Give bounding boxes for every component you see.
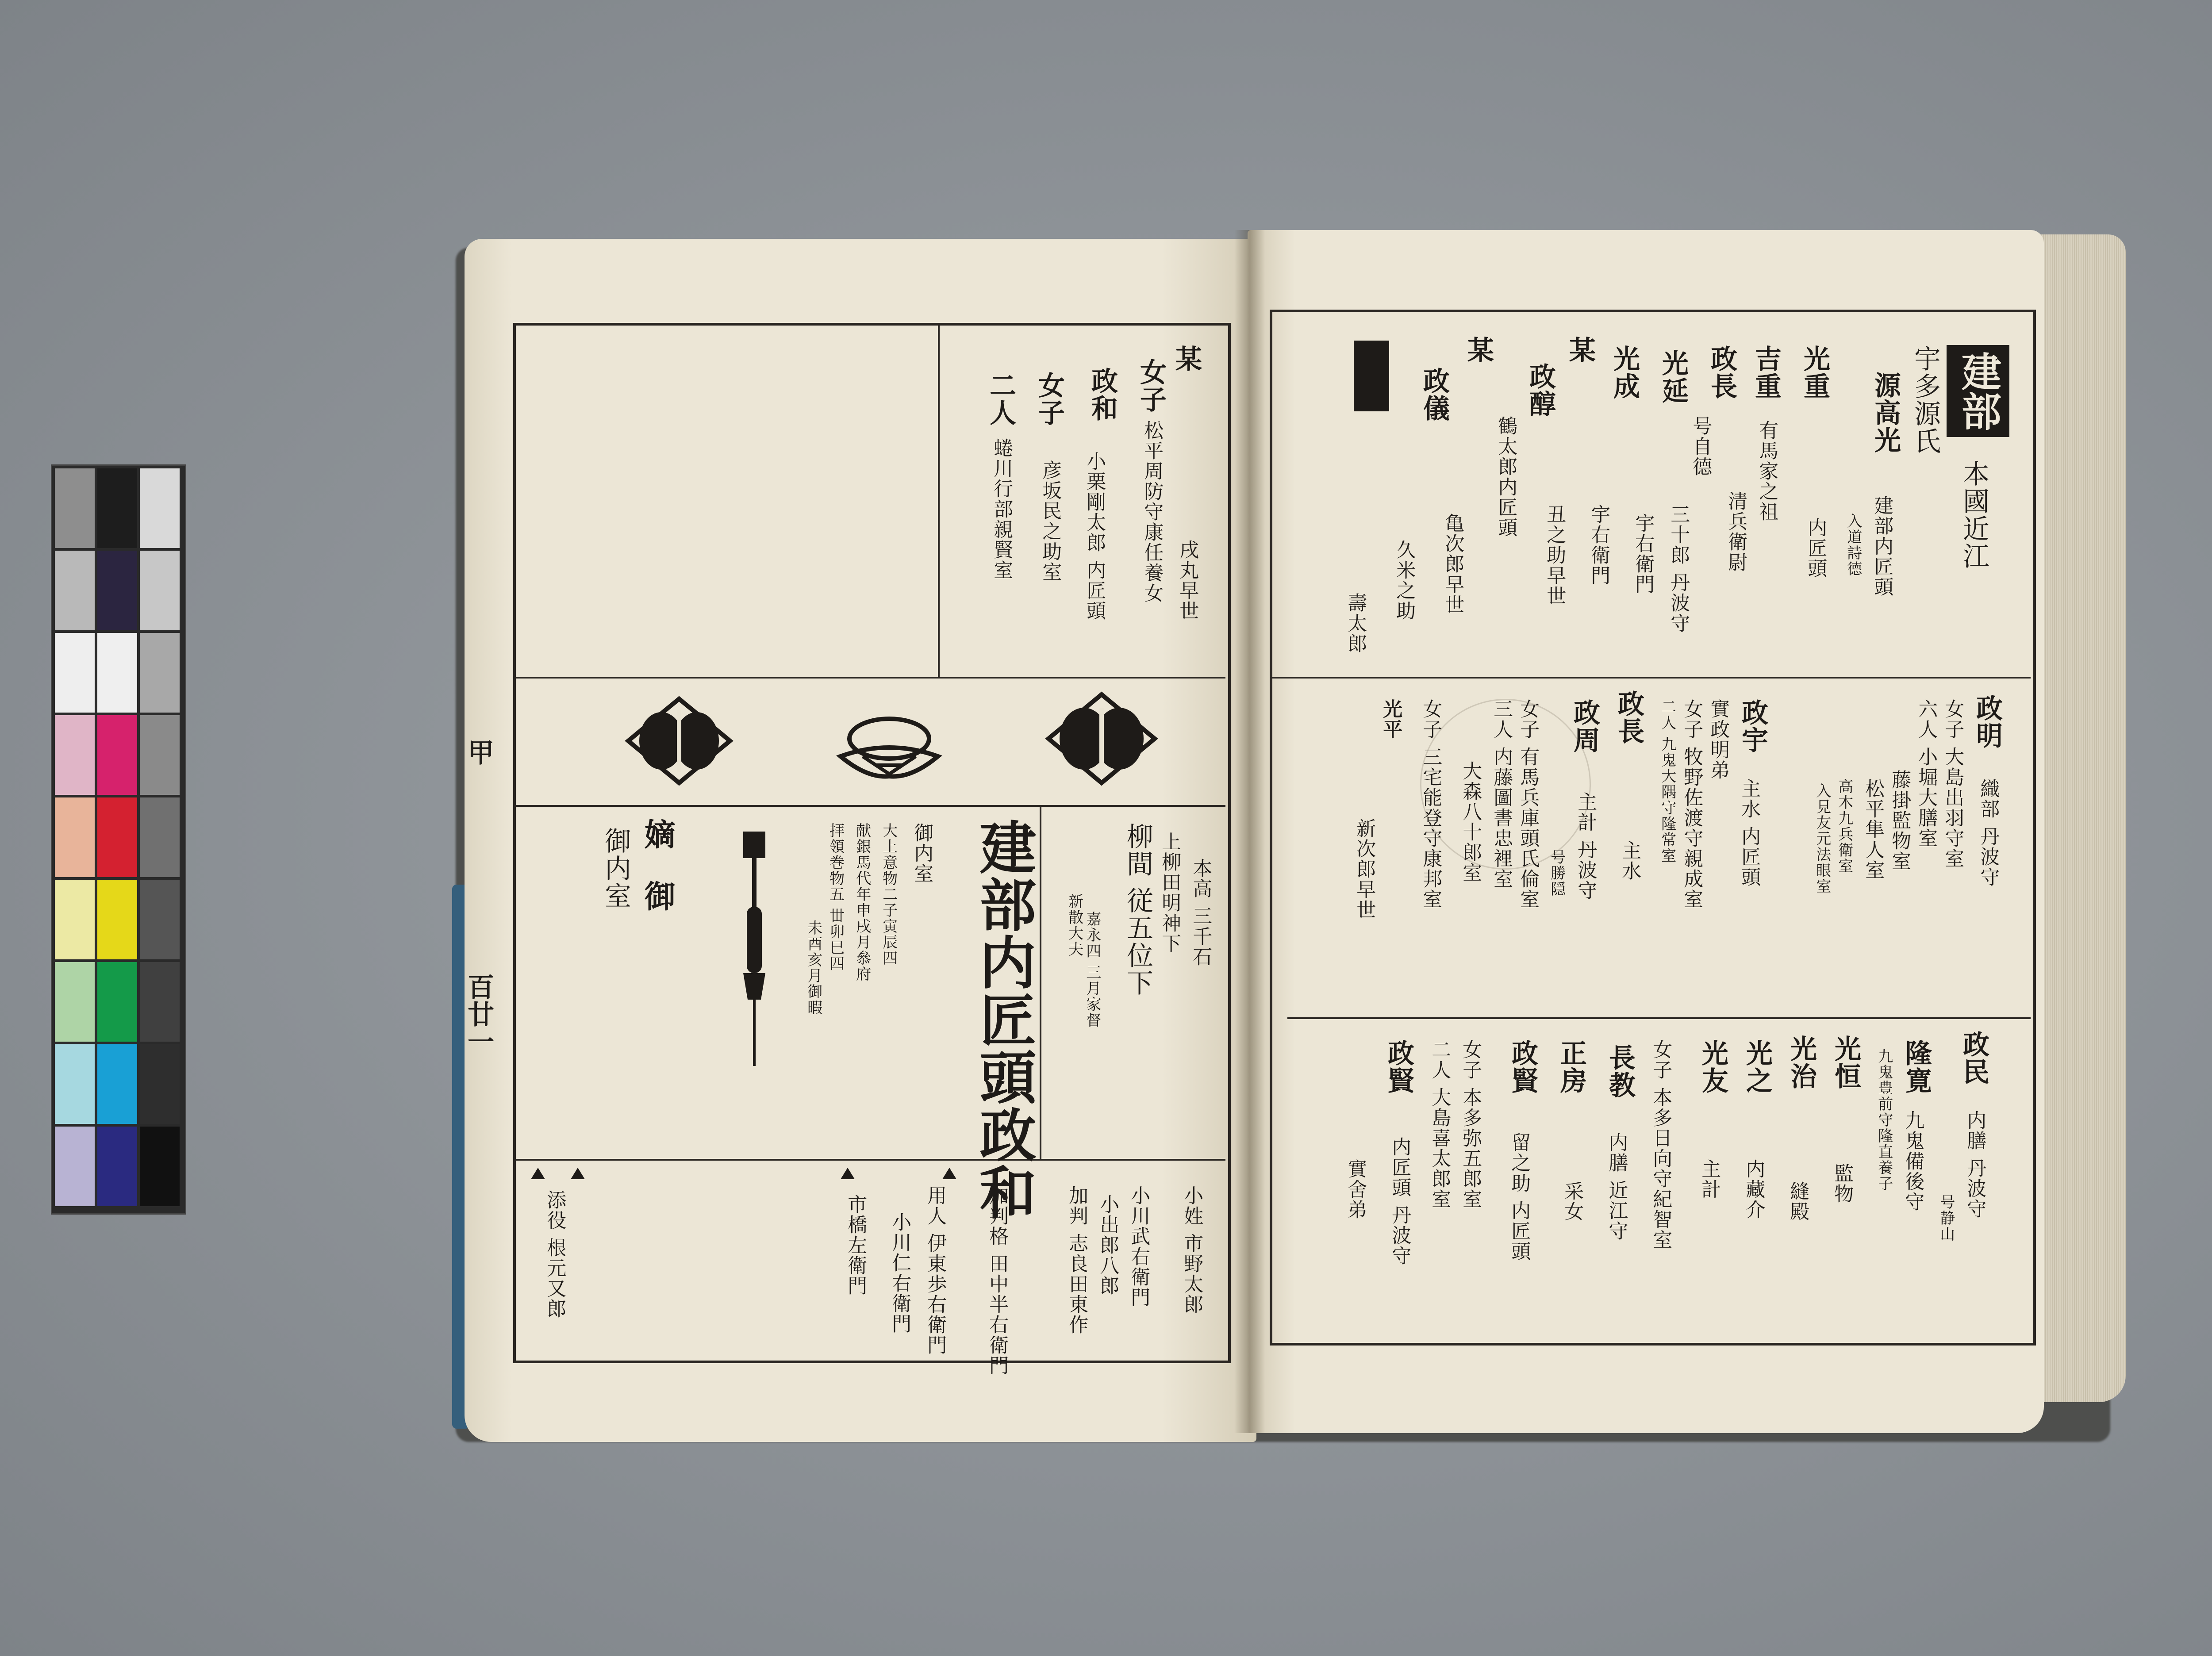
retainer-7: 小出郎八郎	[1096, 1194, 1119, 1296]
color-patch	[97, 1127, 137, 1206]
color-patch	[55, 962, 95, 1042]
gen-title-5: 宇右衛門	[1587, 504, 1610, 586]
bot-name-4: 光治	[1786, 1035, 1817, 1090]
founder-name: 源高光	[1870, 372, 1901, 454]
mid-entry-14: 号勝隠	[1548, 849, 1566, 897]
color-patch	[97, 1044, 137, 1124]
gen-title-4: 宇右衛門	[1632, 513, 1655, 594]
gen-name-2: 吉重	[1751, 345, 1782, 400]
retainer-6: 小川武右衛門	[1127, 1185, 1150, 1307]
lord-residence: 上柳田明神下	[1158, 832, 1181, 954]
lord-note-4: 拝領巻物五 丗卯巳四	[826, 823, 845, 972]
mid-entry-15: 女子 有馬兵庫頭氏倫室	[1517, 699, 1540, 909]
gen-name-4: 光延	[1658, 349, 1689, 404]
gen-title-9: 久米之助	[1393, 540, 1416, 621]
bot-title-1: 内膳 丹波守	[1963, 1110, 1986, 1219]
color-checker-card	[51, 464, 186, 1215]
kaga-crest-small-icon	[624, 694, 734, 787]
mid-name-13: 政周	[1569, 699, 1600, 754]
color-patch	[140, 962, 180, 1042]
color-patch	[140, 551, 180, 630]
gen-title-10: 壽太郎	[1344, 593, 1367, 654]
color-patch	[140, 633, 180, 713]
heir-room: 御内室	[600, 827, 631, 909]
mid-entry-18: 女子 三宅能登守康邦室	[1419, 699, 1442, 909]
upper-title-5: 蜷川行部親賢室	[990, 438, 1013, 580]
color-patch	[55, 715, 95, 795]
triangle-marker-icon	[531, 1168, 545, 1179]
kasa-crest-icon	[832, 708, 947, 783]
color-patch	[97, 797, 137, 877]
bot-name-9: 正房	[1556, 1039, 1587, 1094]
mid-name-1: 政明	[1972, 694, 2003, 749]
bot-title-4: 縫殿	[1786, 1181, 1809, 1222]
gen-name-3: 政長	[1706, 345, 1737, 400]
mid-title-8: 主水 内匠頭	[1738, 778, 1761, 887]
gen-title-6: 丑之助早世	[1543, 504, 1566, 606]
mid-name-8: 政宇	[1737, 699, 1768, 754]
bot-title-3: 監物	[1831, 1163, 1854, 1204]
mid-name-19: 光平	[1379, 699, 1402, 740]
bot-title-9: 采女	[1561, 1181, 1584, 1222]
gen-title-3: 三十郎 丹波守	[1667, 504, 1690, 633]
bot-title-10: 留之助 内匠頭	[1508, 1132, 1531, 1261]
retainer-8: 小姓 市野太郎	[1180, 1185, 1203, 1315]
mid-entry-16: 三人 内藤圖書忠裡室	[1490, 699, 1513, 889]
color-patch	[55, 468, 95, 548]
color-patch	[140, 1044, 180, 1124]
heir-label: 嫡	[639, 818, 676, 850]
mid-entry-10: 女子 牧野佐渡守親成室	[1680, 699, 1703, 909]
mid-title-19: 新次郎早世	[1353, 818, 1376, 920]
open-book	[456, 230, 2110, 1433]
left-divider-1	[513, 677, 1225, 678]
bot-title-8: 内膳 近江守	[1605, 1132, 1628, 1241]
mid-title-13: 主計 丹波守	[1574, 792, 1597, 901]
color-patch	[97, 551, 137, 630]
retainer-9: 添役 根元又郎	[543, 1190, 566, 1319]
left-main-rule	[1040, 805, 1041, 1159]
mid-name-12: 政長	[1613, 690, 1644, 745]
bot-title-13: 内匠頭 丹波守	[1388, 1137, 1411, 1266]
clan-origin: 宇多源氏	[1910, 345, 1941, 455]
color-patch	[97, 880, 137, 959]
gen-note-2: 有馬家之祖	[1755, 420, 1778, 522]
bot-entry-11: 女子 本多弥五郎室	[1459, 1039, 1482, 1209]
upper-name-1: 某	[1171, 345, 1202, 372]
mid-entry-3: 六人 小堀大膳室	[1915, 699, 1938, 848]
bot-name-2: 隆寛	[1901, 1039, 1932, 1094]
clan-title: 建部	[1947, 345, 2009, 437]
lord-stipend: 本高 三千石	[1189, 858, 1212, 967]
founder-title: 建部内匠頭	[1870, 495, 1893, 597]
gen-name-9: 政儀	[1419, 367, 1450, 422]
color-patch	[55, 551, 95, 630]
bot-note-2: 九鬼豊前守隆直養子	[1875, 1048, 1893, 1192]
color-patch	[140, 797, 180, 877]
color-patch	[97, 962, 137, 1042]
upper-title-1: 戌丸早世	[1176, 540, 1199, 621]
margin-page-number: 百廿一	[463, 973, 494, 1055]
color-patch	[55, 1127, 95, 1206]
lord-court-rank: 新散大夫	[1065, 893, 1083, 957]
color-patch	[55, 797, 95, 877]
color-patch	[97, 633, 137, 713]
upper-name-4: 女子	[1034, 372, 1065, 426]
right-divider-1	[1270, 677, 2031, 678]
bot-name-6: 光友	[1697, 1039, 1728, 1094]
spear-icon	[730, 823, 779, 1070]
retainer-5: 加判 志良田東作	[1065, 1185, 1088, 1335]
upper-title-2: 松平周防守康任養女	[1141, 420, 1164, 603]
triangle-marker-icon	[942, 1168, 956, 1179]
bot-entry-12: 二人 大島喜太郎室	[1428, 1039, 1451, 1209]
bot-name-13: 政賢	[1383, 1039, 1414, 1094]
gen-title-2: 清兵衛尉	[1724, 491, 1747, 572]
color-patch	[97, 468, 137, 548]
color-patch	[140, 1127, 180, 1206]
gen-name-5: 光成	[1609, 345, 1640, 400]
mid-entry-9: 實政明弟	[1707, 699, 1730, 780]
color-patch	[97, 715, 137, 795]
gen-note-3: 号自德	[1689, 416, 1712, 477]
gen-title-7: 鶴太郎内匠頭	[1494, 416, 1517, 538]
triangle-marker-icon	[571, 1168, 585, 1179]
color-patch	[140, 468, 180, 548]
bot-name-5: 光之	[1742, 1039, 1773, 1094]
upper-name-3: 政和	[1087, 367, 1118, 422]
mid-title-1: 織部 丹波守	[1977, 778, 2000, 887]
upper-title-3: 小栗剛太郎 内匠頭	[1083, 451, 1106, 621]
retainer-1: 用人 伊東歩右衛門	[924, 1185, 947, 1355]
lord-rank: 柳間 従五位下	[1122, 823, 1153, 997]
margin-label: 甲	[463, 739, 494, 766]
bot-title-2: 九鬼備後守	[1901, 1110, 1924, 1212]
left-divider-2	[513, 805, 1225, 807]
color-patch	[55, 633, 95, 713]
mid-entry-5: 松平隼人室	[1862, 778, 1885, 880]
color-patch	[55, 1044, 95, 1124]
mid-entry-6: 高木九兵衛室	[1835, 778, 1853, 874]
lord-title: 建部内匠頭政和	[970, 818, 1037, 1221]
retainer-2: 小川仁右衛門	[888, 1212, 911, 1334]
color-patch	[140, 715, 180, 795]
bot-title-6: 主計	[1698, 1159, 1721, 1200]
retainer-3: 市橋左衛門	[844, 1194, 867, 1296]
clan-province: 本國近江	[1959, 460, 1989, 570]
upper-title-4: 彦坂民之助室	[1039, 460, 1062, 582]
gen-name-6: 某	[1565, 336, 1596, 364]
book-gutter	[1234, 230, 1265, 1433]
bot-name-1: 政民	[1959, 1031, 1989, 1085]
mid-entry-17: 大森八十郎室	[1459, 761, 1482, 883]
kaga-crest-icon	[1044, 690, 1159, 787]
right-divider-2	[1287, 1017, 2031, 1019]
retainer-4: 加判格 田中半右衛門	[986, 1185, 1009, 1376]
gen-title-8: 亀次郎早世	[1441, 513, 1464, 615]
lord-note-2: 大上意物二子寅辰四	[879, 823, 898, 966]
color-patch	[140, 880, 180, 959]
mid-entry-11: 二人 九鬼大隅守隆常室	[1658, 699, 1676, 864]
lord-note-5: 未酉亥月御暇	[804, 920, 822, 1016]
left-divider-3	[513, 1159, 1225, 1161]
upper-name-2: 女子	[1136, 358, 1167, 413]
bot-name-8: 長教	[1605, 1044, 1636, 1099]
gen-name-7: 政醇	[1525, 363, 1556, 418]
bleed-through-crest	[1420, 699, 1591, 870]
founder-note: 入道詩德	[1844, 513, 1862, 577]
mid-title-12: 主水	[1618, 840, 1641, 881]
bot-name-10: 政賢	[1507, 1039, 1538, 1094]
heir-prefix: 御	[639, 880, 676, 912]
lord-note-3: 献銀馬代年申戌月叅府	[853, 823, 871, 982]
bot-entry-7: 女子 本多日向守紀智室	[1649, 1039, 1672, 1250]
bot-entry-14: 實舍弟	[1344, 1159, 1367, 1220]
bot-name-3: 光恒	[1830, 1035, 1861, 1090]
gen-title-1: 内匠頭	[1804, 518, 1827, 579]
lord-note-1: 御内室	[910, 823, 933, 884]
lord-succession: 嘉永四 三月家督	[1083, 911, 1101, 1028]
bot-title-5: 内藏介	[1742, 1159, 1765, 1220]
mid-entry-7: 入見友元法眼室	[1813, 783, 1831, 894]
page-edges	[2031, 234, 2126, 1402]
gen-name-1: 光重	[1799, 345, 1830, 400]
color-patch	[55, 880, 95, 959]
mid-entry-2: 女子 大島出羽守室	[1941, 699, 1964, 869]
upper-name-5: 二人	[985, 372, 1016, 426]
black-tab-mark	[1354, 341, 1389, 411]
triangle-marker-icon	[841, 1168, 855, 1179]
bot-note-1: 号静山	[1937, 1194, 1955, 1242]
gen-name-8: 某	[1463, 336, 1494, 364]
left-column-rule	[938, 323, 940, 677]
mid-entry-4: 藤掛監物室	[1888, 770, 1911, 871]
